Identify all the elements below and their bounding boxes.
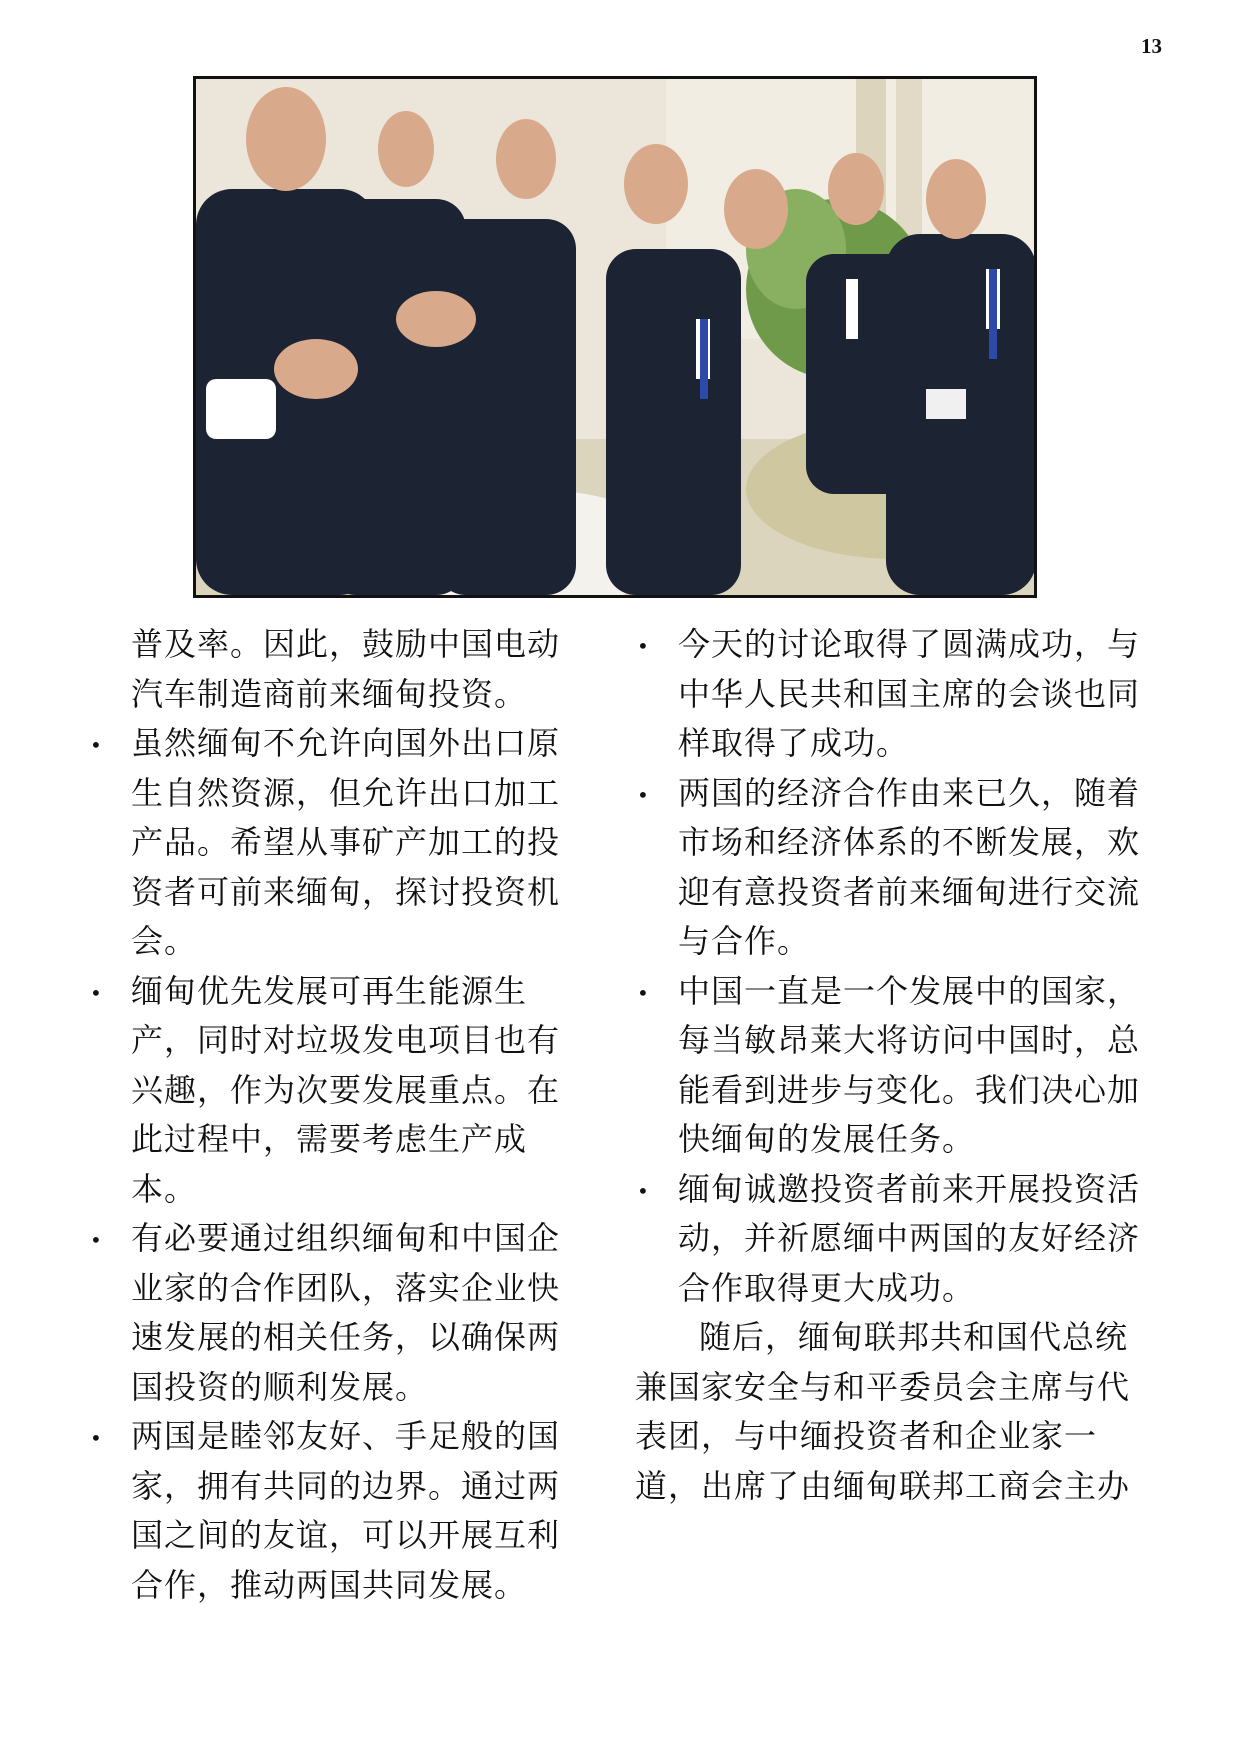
right-bullet-list — [635, 620, 1155, 1313]
meeting-photo — [193, 76, 1037, 598]
closing-paragraph: 随后，缅甸联邦共和国代总统兼国家安全与和平委员会主席与代表团，与中缅投资者和企业家一道，出席了由缅甸联邦工商会主办 — [635, 1318, 1131, 1505]
list-item: • 缅甸优先发展可再生能源生产，同时对垃圾发电项目也有兴趣，作为次要发展重点。在此过程中，需要考虑生产成本。 — [88, 967, 568, 1215]
list-item: • 缅甸诚邀投资者前来开展投资活动，并祈愿缅中两国的友好经济合作取得更大成功。 — [635, 1165, 1155, 1314]
list-item: • 今天的讨论取得了圆满成功，与中华人民共和国主席的会谈也同样取得了成功。 — [635, 620, 1155, 769]
page-number: 13 — [1141, 34, 1162, 58]
list-item: • 两国是睦邻友好、手足般的国家，拥有共同的边界。通过两国之间的友谊，可以开展互利合作，推动两国共同发展。 — [88, 1412, 568, 1610]
list-item: • 虽然缅甸不允许向国外出口原生自然资源，但允许出口加工产品。希望从事矿产加工的投资者可前来缅甸，探讨投资机会。 — [88, 719, 568, 967]
left-bullet-list — [88, 719, 568, 1610]
list-item: • 两国的经济合作由来已久，随着市场和经济体系的不断发展，欢迎有意投资者前来缅甸进行交流与合作。 — [635, 769, 1155, 967]
list-item: • 有必要通过组织缅甸和中国企业家的合作团队，落实企业快速发展的相关任务，以确保两国投资的顺利发展。 — [88, 1214, 568, 1412]
list-item: • 中国一直是一个发展中的国家，每当敏昂莱大将访问中国时，总能看到进步与变化。我们决心加快缅甸的发展任务。 — [635, 967, 1155, 1165]
left-column — [88, 620, 568, 1610]
left-continuation-text: 普及率。因此，鼓励中国电动汽车制造商前来缅甸投资。 — [131, 625, 561, 713]
right-column — [635, 620, 1155, 1511]
meeting-photo-icon — [196, 79, 1034, 595]
